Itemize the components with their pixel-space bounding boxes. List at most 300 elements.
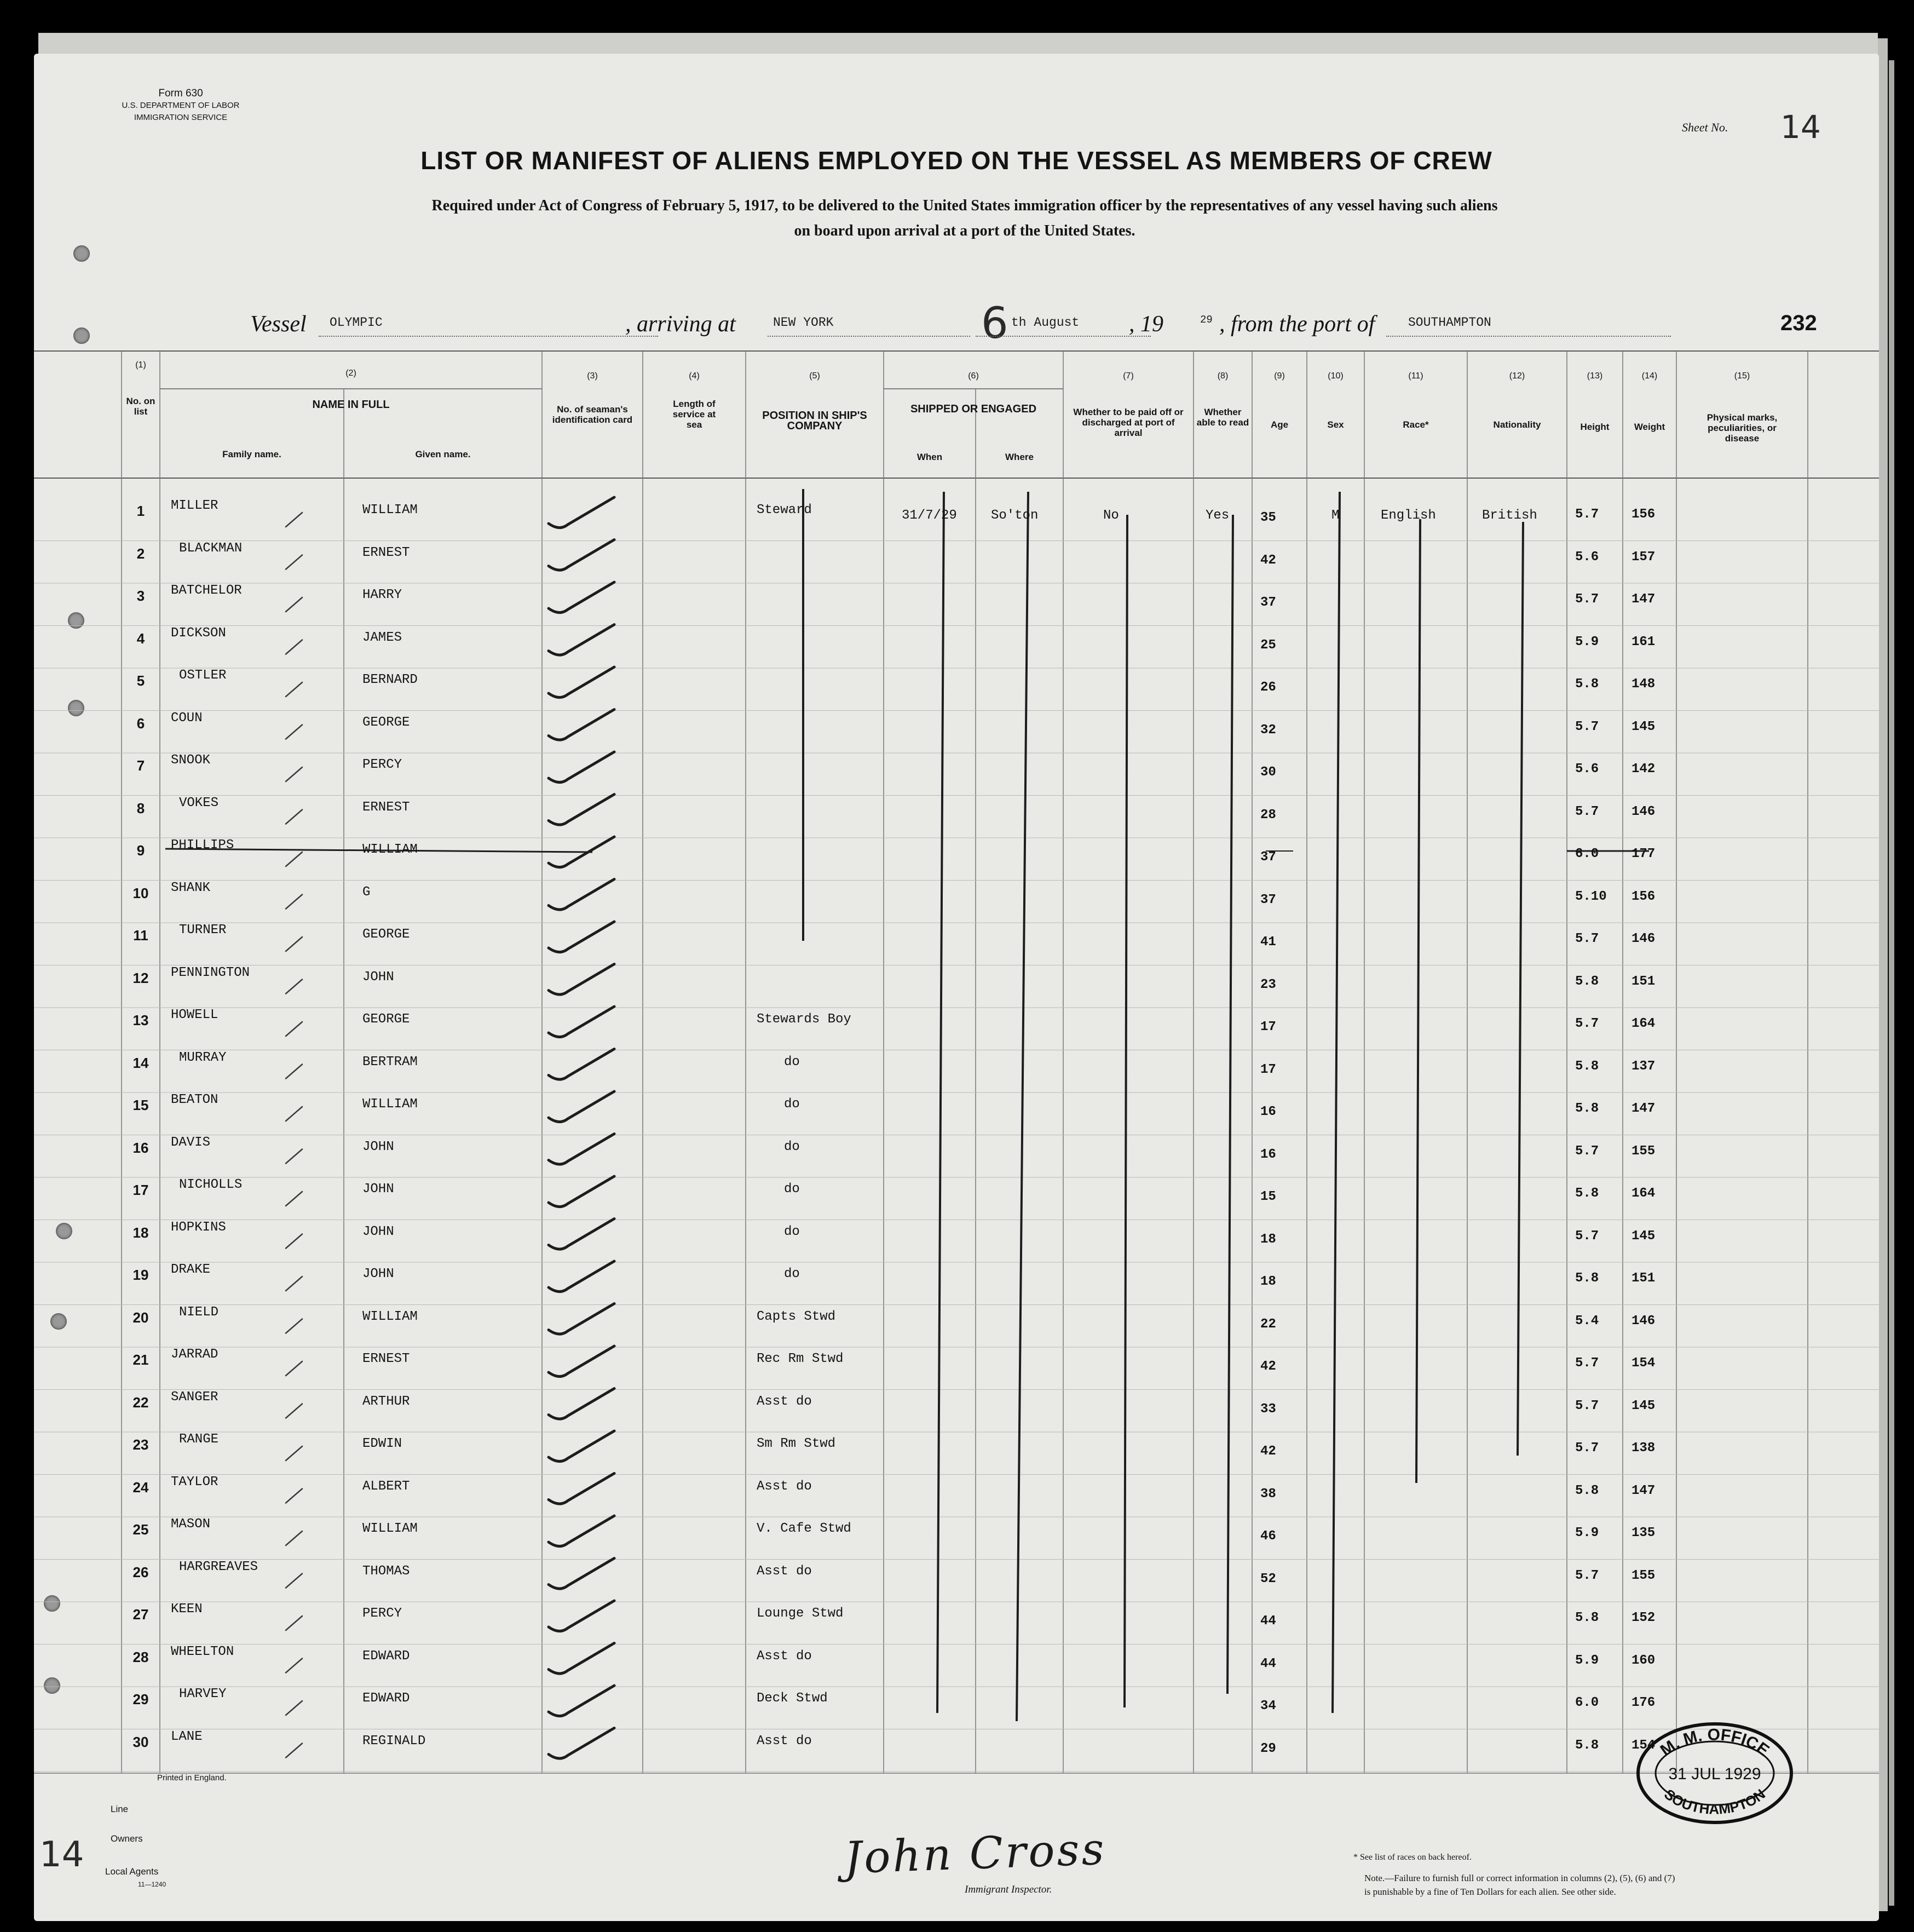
family-name: BLACKMAN [179, 540, 243, 556]
table-row [34, 1432, 1879, 1479]
height: 5.7 [1575, 1143, 1599, 1159]
page-number: 232 [1780, 311, 1817, 335]
height: 5.8 [1575, 974, 1599, 989]
weight: 176 [1631, 1695, 1656, 1710]
arriving-port: NEW YORK [773, 315, 834, 330]
ship-position: do [784, 1139, 800, 1154]
table-row [34, 1729, 1879, 1776]
race: English [1381, 508, 1436, 523]
weight: 146 [1631, 932, 1656, 946]
row-number: 17 [132, 1182, 149, 1198]
height: 5.7 [1575, 592, 1599, 607]
row-number: 20 [132, 1309, 149, 1326]
col-13-label: Height [1580, 422, 1610, 432]
age: 37 [1260, 892, 1276, 907]
family-name: WHEELTON [171, 1644, 234, 1659]
height: 6.0 [1575, 1695, 1599, 1710]
age: 23 [1260, 977, 1276, 992]
col-14-number: (14) [1641, 371, 1658, 381]
from-port: SOUTHAMPTON [1408, 315, 1491, 330]
family-name: MURRAY [179, 1050, 227, 1065]
age: 46 [1260, 1529, 1276, 1544]
family-name: SANGER [171, 1389, 218, 1405]
ship-position: Stewards Boy [757, 1012, 851, 1027]
ship-position: Asst do [757, 1563, 812, 1579]
row-number: 29 [132, 1691, 149, 1707]
table-row [34, 668, 1879, 715]
weight: 164 [1631, 1186, 1656, 1201]
age: 37 [1260, 850, 1276, 865]
subtitle-line: on board upon arrival at a port of the United States. [794, 222, 1135, 239]
age: 38 [1260, 1486, 1276, 1502]
row-number: 24 [132, 1479, 149, 1496]
family-name: DRAKE [171, 1262, 211, 1277]
table-row [34, 1304, 1879, 1352]
row-number: 19 [132, 1267, 149, 1283]
table-row [34, 1602, 1879, 1649]
agents-label: Local Agents [105, 1866, 159, 1877]
family-name: HARGREAVES [179, 1559, 258, 1574]
ship-position: do [784, 1224, 800, 1239]
table-row [34, 710, 1879, 758]
weight: 164 [1631, 1016, 1656, 1031]
table-row [34, 540, 1879, 588]
height: 5.6 [1575, 762, 1599, 777]
ship-position: Lounge Stwd [757, 1606, 844, 1621]
weight: 155 [1631, 1143, 1656, 1159]
table-row [34, 1347, 1879, 1394]
table-row [34, 1008, 1879, 1055]
row-number: 6 [136, 715, 145, 732]
family-name: HOPKINS [171, 1220, 226, 1235]
row-number: 26 [132, 1563, 149, 1580]
family-name: DAVIS [171, 1135, 211, 1150]
given-name: ERNEST [362, 800, 410, 815]
ship-position: Steward [757, 503, 812, 518]
stamp-top-text: M. M. OFFICE [1657, 1726, 1773, 1760]
age: 42 [1260, 1444, 1276, 1459]
height: 6.0 [1575, 847, 1599, 861]
col-2-number: (2) [345, 369, 356, 378]
table-row [34, 1220, 1879, 1267]
weight: 151 [1631, 974, 1656, 989]
age: 17 [1260, 1062, 1276, 1077]
races-footnote: * See list of races on back hereof. [1353, 1853, 1472, 1862]
given-name: JAMES [362, 630, 402, 645]
given-name: EDWIN [362, 1436, 402, 1451]
arriving-label: , arriving at [625, 312, 736, 337]
height: 5.4 [1575, 1313, 1599, 1329]
col-4-label: Length of service at sea [672, 399, 716, 430]
row-number: 8 [136, 800, 145, 817]
height: 5.7 [1575, 932, 1599, 946]
family-name: BEATON [171, 1092, 218, 1107]
stamp-bottom-text: SOUTHAMPTON [1661, 1785, 1768, 1818]
family-name: MILLER [171, 498, 218, 513]
height: 5.7 [1575, 1016, 1599, 1031]
family-name: SNOOK [171, 753, 211, 768]
where-header: Where [1005, 452, 1034, 462]
page-edge [38, 33, 1878, 55]
col-4-number: (4) [689, 371, 700, 381]
ship-position: Rec Rm Stwd [757, 1352, 844, 1366]
weight: 135 [1631, 1526, 1656, 1540]
table-row [34, 1517, 1879, 1564]
height: 5.6 [1575, 549, 1599, 565]
weight: 155 [1631, 1568, 1656, 1583]
row-number: 25 [132, 1521, 149, 1538]
row-number: 27 [132, 1606, 149, 1623]
sheet-label: Sheet No. [1682, 120, 1728, 134]
owners-label: Owners [111, 1833, 143, 1844]
height: 5.7 [1575, 719, 1599, 734]
table-row [34, 625, 1879, 673]
weight: 147 [1631, 592, 1656, 607]
height: 5.8 [1575, 1483, 1599, 1498]
ship-position: do [784, 1054, 800, 1070]
height: 5.7 [1575, 1356, 1599, 1371]
given-name: WILLIAM [362, 842, 418, 857]
service: IMMIGRATION SERVICE [134, 113, 228, 122]
table-row [34, 1559, 1879, 1607]
col-7-number: (7) [1123, 371, 1134, 381]
height: 5.8 [1575, 1611, 1599, 1625]
weight: 145 [1631, 1228, 1656, 1244]
page-edge [1878, 38, 1888, 1911]
row-number: 16 [132, 1139, 149, 1156]
given-name: JOHN [362, 1182, 394, 1197]
col-1-number: (1) [135, 360, 146, 370]
given-name: WILLIAM [362, 1521, 418, 1536]
family-name: TURNER [179, 923, 227, 938]
row-number: 22 [132, 1394, 149, 1411]
when-header: When [916, 452, 943, 462]
note-line: is punishable by a fine of Ten Dollars for each alien. See other side. [1364, 1887, 1616, 1897]
height: 5.7 [1575, 804, 1599, 819]
ship-position: do [784, 1267, 800, 1281]
table-row [34, 880, 1879, 928]
age: 26 [1260, 680, 1276, 695]
weight: 151 [1631, 1271, 1656, 1286]
age: 52 [1260, 1571, 1276, 1586]
age: 42 [1260, 553, 1276, 568]
shipped-where: So'ton [991, 508, 1039, 523]
weight: 148 [1631, 677, 1656, 692]
given-name: ARTHUR [362, 1394, 410, 1409]
page-edge [1889, 60, 1894, 1906]
height: 5.7 [1575, 1398, 1599, 1413]
ship-position: Asst do [757, 1479, 812, 1494]
height: 5.8 [1575, 1186, 1599, 1201]
row-number: 1 [136, 503, 145, 519]
ship-position: Deck Stwd [757, 1691, 828, 1706]
table-row [34, 1135, 1879, 1182]
row-number: 15 [132, 1097, 149, 1113]
family-name: SHANK [171, 880, 211, 895]
subtitle-line: Required under Act of Congress of February 5, 1917, to be delivered to the United States immigration officer by the representatives of any vessel having such aliens [431, 197, 1498, 214]
col-6-label: SHIPPED OR ENGAGED [910, 403, 1037, 415]
col-5-label: POSITION IN SHIP'S COMPANY [762, 410, 867, 432]
col-10-number: (10) [1328, 371, 1344, 381]
col-7-label: Whether to be paid off or discharged at port of arrival [1073, 407, 1184, 438]
age: 16 [1260, 1105, 1276, 1119]
height: 5.8 [1575, 1101, 1599, 1116]
nationality: British [1482, 508, 1537, 523]
given-name: JOHN [362, 1139, 394, 1154]
given-name: ERNEST [362, 545, 410, 560]
height: 5.8 [1575, 677, 1599, 692]
given-name: BERNARD [362, 672, 418, 687]
weight: 145 [1631, 719, 1656, 734]
family-name: OSTLER [179, 668, 227, 683]
row-number: 30 [132, 1733, 149, 1750]
office-stamp [1635, 1721, 1794, 1825]
height: 5.7 [1575, 1568, 1599, 1583]
row-number: 14 [132, 1054, 149, 1071]
height: 5.8 [1575, 1271, 1599, 1286]
age: 33 [1260, 1401, 1276, 1417]
ship-position: Sm Rm Stwd [757, 1436, 836, 1451]
age: 25 [1260, 637, 1276, 653]
col-5-number: (5) [809, 371, 820, 381]
age: 42 [1260, 1359, 1276, 1374]
able-to-read: Yes [1206, 508, 1230, 523]
table-row [34, 1262, 1879, 1309]
family-name: JARRAD [171, 1347, 218, 1362]
height: 5.9 [1575, 1526, 1599, 1540]
col-11-number: (11) [1408, 371, 1423, 381]
row-number: 5 [136, 672, 145, 689]
age: 37 [1260, 595, 1276, 610]
given-name: WILLIAM [362, 1309, 418, 1324]
age: 29 [1260, 1741, 1276, 1756]
age: 44 [1260, 1656, 1276, 1671]
family-name: RANGE [179, 1432, 219, 1447]
weight: 161 [1631, 634, 1656, 649]
col-12-label: Nationality [1493, 419, 1541, 430]
age: 15 [1260, 1189, 1276, 1204]
weight: 138 [1631, 1441, 1656, 1456]
row-number: 10 [132, 884, 149, 901]
table-row [34, 923, 1879, 970]
age: 32 [1260, 722, 1276, 738]
family-name: PHILLIPS [171, 838, 234, 853]
given-name: JOHN [362, 969, 394, 985]
col-15-label: Physical marks, peculiarities, or disease [1707, 412, 1778, 444]
family-name: HARVEY [179, 1687, 227, 1701]
row-number: 28 [132, 1648, 149, 1665]
family-name: BATCHELOR [171, 583, 242, 598]
given-name: EDWARD [362, 1691, 410, 1706]
given-name: JOHN [362, 1267, 394, 1281]
family-name: DICKSON [171, 625, 226, 641]
weight: 137 [1631, 1059, 1656, 1074]
weight: 142 [1631, 762, 1656, 777]
given-name: PERCY [362, 757, 402, 772]
age: 18 [1260, 1274, 1276, 1289]
from-label: , from the port of [1219, 312, 1375, 337]
weight: 152 [1631, 1611, 1656, 1625]
table-row [34, 1389, 1879, 1437]
weight: 147 [1631, 1483, 1656, 1498]
shipped-when [902, 508, 957, 523]
col-9-label: Age [1270, 419, 1289, 430]
given-name: WILLIAM [362, 1097, 418, 1112]
table-row [34, 795, 1879, 843]
table-row [34, 1474, 1879, 1522]
age: 30 [1260, 765, 1276, 780]
col-13-number: (13) [1587, 371, 1603, 381]
col-6-number: (6) [968, 371, 979, 381]
table-row [34, 1092, 1879, 1140]
col-9-number: (9) [1274, 371, 1285, 381]
height: 5.7 [1575, 1228, 1599, 1244]
col-15-number: (15) [1734, 371, 1750, 381]
table-row [34, 1177, 1879, 1224]
table-row [34, 1687, 1879, 1734]
age: 18 [1260, 1232, 1276, 1247]
col-3-label: No. of seaman's identification card [552, 404, 633, 425]
ship-position: V. Cafe Stwd [757, 1521, 851, 1536]
weight: 156 [1631, 889, 1656, 904]
family-name-header: Family name. [222, 449, 281, 459]
row-number: 9 [136, 842, 145, 859]
table-row [34, 1050, 1879, 1097]
row-number: 4 [136, 630, 145, 647]
given-name: BERTRAM [362, 1054, 418, 1070]
col-11-label: Race* [1403, 419, 1429, 430]
age: 17 [1260, 1020, 1276, 1034]
table-row [34, 838, 1879, 885]
height: 5.8 [1575, 1059, 1599, 1074]
note-line: Note.—Failure to furnish full or correct information in columns (2), (5), (6) and (7) [1364, 1873, 1675, 1883]
weight: 147 [1631, 1101, 1656, 1116]
height: 5.9 [1575, 634, 1599, 649]
ship-position: do [784, 1097, 800, 1112]
given-name-header: Given name. [415, 449, 471, 459]
family-name: NIELD [179, 1304, 219, 1320]
height: 5.7 [1575, 1441, 1599, 1456]
col-10-label: Sex [1327, 419, 1344, 430]
arrival-month: th August [1011, 315, 1080, 330]
weight: 146 [1631, 1313, 1656, 1329]
col-1-label: No. on list [126, 396, 155, 417]
height: 5.10 [1575, 889, 1607, 904]
weight: 156 [1631, 507, 1656, 522]
row-number: 21 [132, 1352, 149, 1368]
age: 34 [1260, 1699, 1276, 1714]
inspector-signature: John Cross [843, 1823, 1107, 1884]
given-name: ALBERT [362, 1479, 410, 1494]
given-name: G [362, 884, 371, 900]
weight: 160 [1631, 1653, 1656, 1668]
age: 28 [1260, 807, 1276, 823]
height: 5.9 [1575, 1653, 1599, 1668]
row-number: 23 [132, 1436, 149, 1453]
year-prefix: , 19 [1129, 312, 1163, 337]
col-3-number: (3) [587, 371, 598, 381]
row-number: 7 [136, 757, 145, 774]
weight: 154 [1631, 1738, 1656, 1753]
age: 44 [1260, 1614, 1276, 1629]
ship-position: Capts Stwd [757, 1309, 836, 1324]
row-number: 18 [132, 1224, 149, 1241]
table-row [34, 583, 1879, 630]
given-name: GEORGE [362, 715, 410, 730]
age: 41 [1260, 935, 1276, 950]
given-name: GEORGE [362, 1012, 410, 1027]
ship-position: Asst do [757, 1648, 812, 1664]
col-2-label: NAME IN FULL [312, 399, 390, 411]
paid-off: No [1103, 508, 1119, 523]
printed-note: Printed in England. [157, 1773, 227, 1783]
family-name: VOKES [179, 795, 219, 810]
given-name: JOHN [362, 1224, 394, 1239]
shipped-when-value: 31/7/29 [902, 508, 957, 523]
family-name: COUN [171, 710, 203, 726]
manifest-sheet [34, 54, 1879, 1921]
height: 5.7 [1575, 507, 1599, 522]
given-name: WILLIAM [362, 503, 418, 518]
vessel-label: Vessel [250, 312, 307, 337]
age: 16 [1260, 1147, 1276, 1162]
vessel-name: OLYMPIC [330, 315, 383, 330]
arrival-day: 6 [981, 299, 1008, 348]
line-label: Line [111, 1804, 129, 1814]
weight: 145 [1631, 1398, 1656, 1413]
weight: 157 [1631, 549, 1656, 565]
sex: M [1331, 508, 1340, 523]
given-name: EDWARD [362, 1648, 410, 1664]
table-row [34, 753, 1879, 800]
col-8-number: (8) [1217, 371, 1229, 381]
given-name: ERNEST [362, 1352, 410, 1366]
margin-number: 14 [39, 1835, 84, 1875]
page-title: LIST OR MANIFEST OF ALIENS EMPLOYED ON THE VESSEL AS MEMBERS OF CREW [420, 146, 1492, 175]
family-name: LANE [171, 1729, 203, 1744]
age: 22 [1260, 1316, 1276, 1332]
given-name: HARRY [362, 588, 402, 602]
ship-position: do [784, 1182, 800, 1197]
year-suffix: 29 [1200, 314, 1213, 326]
ship-position: Asst do [757, 1394, 812, 1409]
table-row [34, 965, 1879, 1013]
row-number: 13 [132, 1012, 149, 1028]
row-number: 12 [132, 969, 149, 986]
col-12-number: (12) [1509, 371, 1525, 381]
height: 5.8 [1575, 1738, 1599, 1753]
age: 35 [1260, 510, 1276, 525]
weight: 177 [1631, 847, 1656, 861]
family-name: TAYLOR [171, 1474, 218, 1490]
weight: 146 [1631, 804, 1656, 819]
family-name: PENNINGTON [171, 965, 250, 980]
department: U.S. DEPARTMENT OF LABOR [122, 101, 240, 110]
form-code: 11—1240 [138, 1881, 166, 1888]
family-name: HOWELL [171, 1008, 218, 1022]
row-number: 11 [133, 927, 148, 944]
given-name: GEORGE [362, 927, 410, 942]
given-name: REGINALD [362, 1733, 426, 1749]
table-row [34, 1644, 1879, 1692]
row-number: 3 [136, 588, 145, 604]
family-name: MASON [171, 1517, 211, 1532]
signature-caption: Immigrant Inspector. [965, 1884, 1052, 1895]
col-14-label: Weight [1634, 422, 1665, 432]
stamp-date: 31 JUL 1929 [1668, 1765, 1761, 1783]
sheet-number: 14 [1780, 108, 1821, 146]
family-name: NICHOLLS [179, 1177, 243, 1192]
